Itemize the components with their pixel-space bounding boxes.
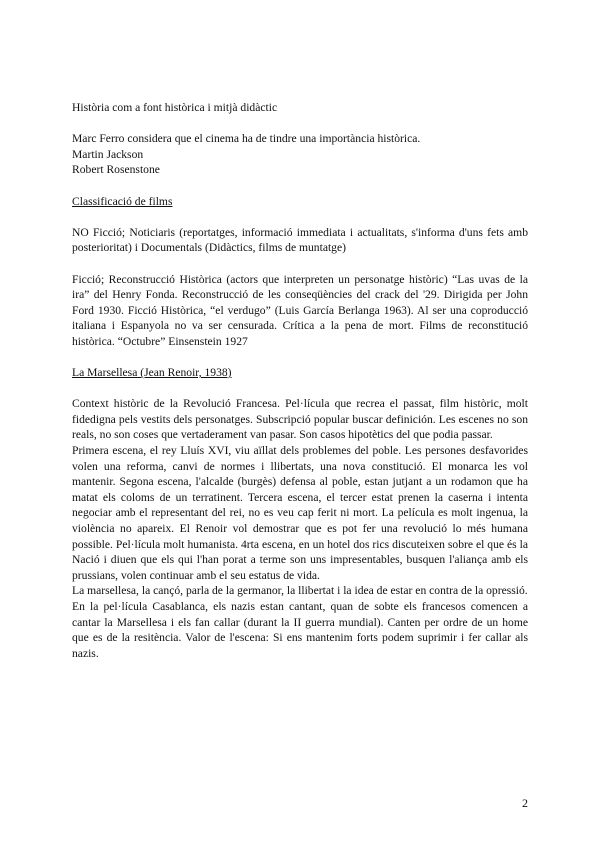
paragraph-scenes: Primera escena, el rey Lluís XVI, viu aïllat dels problemes del poble. Les persones desfavorides volen una reforma, canvi de normes i llibertats, una nova constitució. El monarca les vol mantenir. Segona escena, l'alcalde (burgès) defensa al poble, estan jutjant a un rodamon que ha matat els coloms de un terratinent. Tercera escena, el tercer estat prenen la caserna i intenta negociar amb el representant del rei, no es veu cap ferit ni mort. La película es molt ingenua, la violència no apareix. El Renoir vol demostrar que es pot fer una revolució lo més humana possible. Pel·lícula molt humanista. 4rta escena, en un hotel dos rics discuteixen sobre el que és la Nació i diuen que els qui l'han porat a terme son uns impresentables, busquen l'aliança amb els prussians, volen continuar amb el seu estatus de vida. xyxy=(72,444,528,582)
section-heading-classification: Classificació de films xyxy=(72,194,173,208)
paragraph-casablanca: En la pel·lícula Casablanca, els nazis estan cantant, quan de sobte els francesos comencen a cantar la Marsellesa i els fan callar (durant la II guerra mundial). Canten per ordre de un home que es de la resitència. Valor de l'escena: Si ens mantenim forts podem suprimir i fer callar als nazis. xyxy=(72,600,528,660)
intro-line: Marc Ferro considera que el cinema ha de tindre una importància històrica. xyxy=(72,132,421,146)
section-heading-marsellesa: La Marsellesa (Jean Renoir, 1938) xyxy=(72,366,232,380)
intro-line: Robert Rosenstone xyxy=(72,163,160,177)
document-page xyxy=(72,100,528,661)
document-title: Història com a font històrica i mitjà didàctic xyxy=(72,101,278,114)
page-number: 2 xyxy=(522,796,528,810)
paragraph-fiction: Ficció; Reconstrucció Històrica (actors que interpreten un personatge històric) “Las uvas de la ira” del Henry Fonda. Reconstrucció de les conseqüències del crack del '29. Dirigida per John Ford 1930. Ficció Històrica, “el verdugo” (Luis García Berlanga 1963). Al ser una coproducció italiana i Espanyola no va ser censurada. Crítica a la pena de mort. Films de reconstitució històrica. “Octubre” Einsenstein 1927 xyxy=(72,272,528,348)
paragraph-context: Context històric de la Revolució Francesa. Pel·lícula que recrea el passat, film històric, molt fidedigna pels vestits dels personatges. Subscripció popular buscar definición. Les escenes no son reals, no son coses que vertaderament van pasar. Son casos hipotètics del que podia passar. xyxy=(72,397,528,442)
paragraph-song: La marsellesa, la cançó, parla de la germanor, la llibertat i la idea de estar en contra de la opressió. xyxy=(72,584,528,598)
paragraph-no-fiction: NO Ficció; Noticiaris (reportatges, informació immediata i actualitats, s'informa d'uns fets amb posterioritat) i Documentals (Didàctics, films de muntatge) xyxy=(72,225,528,255)
intro-line: Martin Jackson xyxy=(72,147,144,161)
